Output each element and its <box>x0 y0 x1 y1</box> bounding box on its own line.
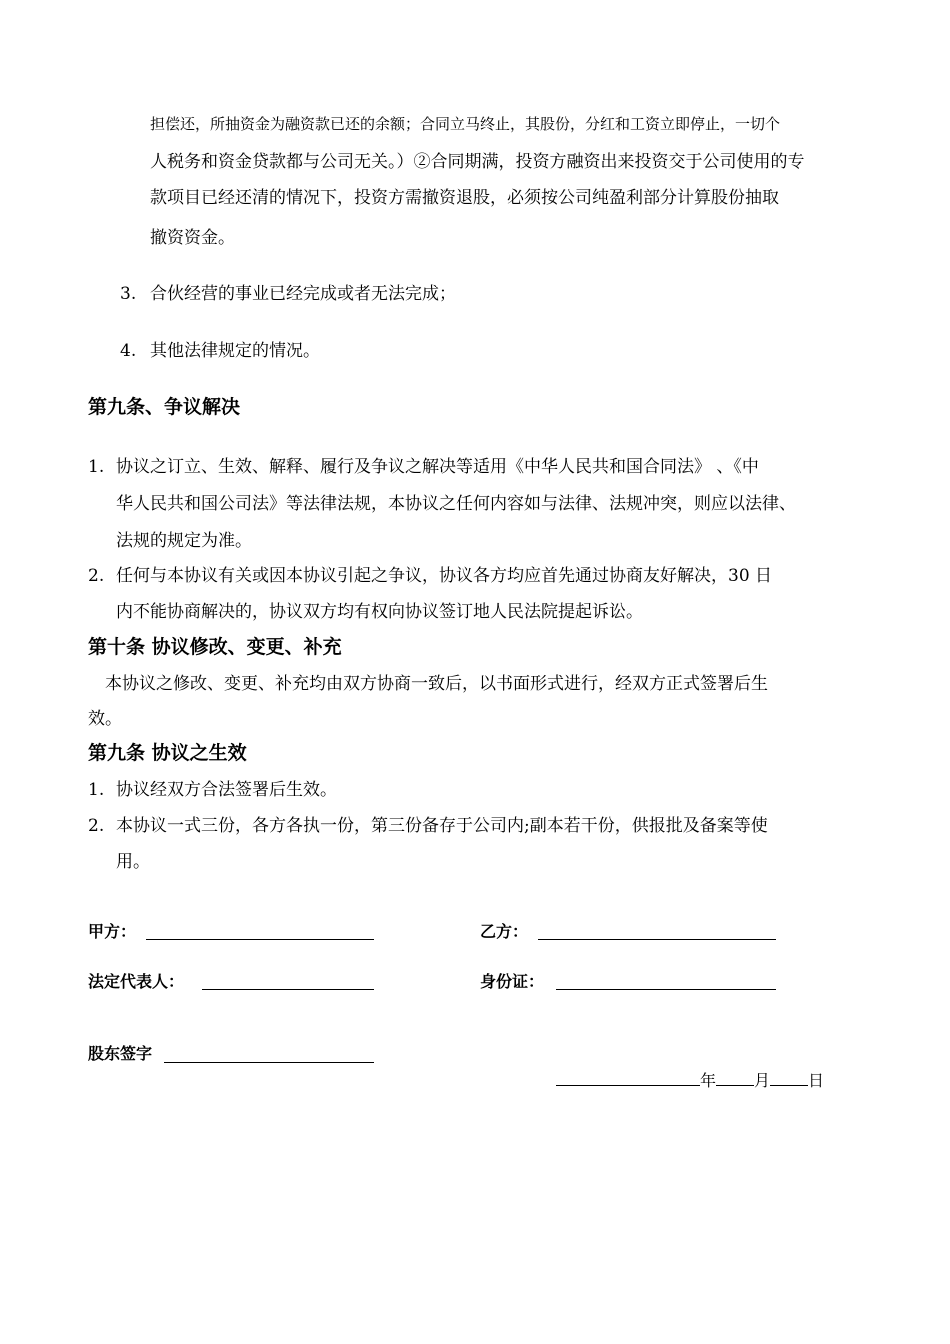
article-effect-item-1-number: 1. <box>88 780 105 800</box>
article-9-item-1-line-1: 协议之订立、生效、解释、履行及争议之解决等适用《中华人民共和国合同法》 、《中 <box>116 457 759 477</box>
heading-article-effect: 第九条 协议之生效 <box>88 742 247 764</box>
date-day-blank[interactable] <box>770 1069 808 1086</box>
party-b-signature-line[interactable] <box>538 939 776 940</box>
article-10-line-1: 本协议之修改、变更、补充均由双方协商一致后，以书面形式进行，经双方正式签署后生 <box>105 674 768 694</box>
legal-representative-label: 法定代表人： <box>88 972 185 991</box>
continuation-line-3: 款项目已经还清的情况下，投资方需撤资退股，必须按公司纯盈利部分计算股份抽取 <box>150 188 779 208</box>
shareholder-signature-label: 股东签字 <box>88 1044 153 1063</box>
list-item-3-text: 合伙经营的事业已经完成或者无法完成； <box>150 284 456 304</box>
party-a-signature-line[interactable] <box>146 939 374 940</box>
date-line <box>556 1069 824 1092</box>
article-9-item-1-line-3: 法规的规定为准。 <box>116 531 252 551</box>
legal-representative-signature-line[interactable] <box>202 989 374 990</box>
article-effect-item-2-line-2: 用。 <box>116 852 150 872</box>
date-month-blank[interactable] <box>716 1069 754 1086</box>
date-year-blank[interactable] <box>556 1069 700 1086</box>
article-effect-item-2-number: 2. <box>88 816 105 836</box>
party-a-label: 甲方： <box>88 922 137 941</box>
article-10-line-2: 效。 <box>88 709 122 729</box>
article-9-item-1-line-2: 华人民共和国公司法》等法律法规，本协议之任何内容如与法律、法规冲突，则应以法律、 <box>116 494 796 514</box>
date-year-label: 年 <box>700 1071 717 1090</box>
article-9-item-2-number: 2. <box>88 566 105 586</box>
continuation-line-4: 撤资资金。 <box>150 228 235 248</box>
article-9-item-1-number: 1. <box>88 457 105 477</box>
list-item-3-number: 3. <box>120 284 137 304</box>
shareholder-signature-line[interactable] <box>164 1062 374 1063</box>
date-day-label: 日 <box>808 1071 825 1090</box>
article-effect-item-2-line-1: 本协议一式三份，各方各执一份，第三份备存于公司内;副本若干份，供报批及备案等使 <box>116 816 768 836</box>
heading-article-9: 第九条、争议解决 <box>88 396 241 418</box>
article-9-item-2-line-2: 内不能协商解决的，协议双方均有权向协议签订地人民法院提起诉讼。 <box>116 602 643 622</box>
id-card-label: 身份证： <box>480 972 545 991</box>
heading-article-10: 第十条 协议修改、变更、补充 <box>88 636 342 658</box>
party-b-label: 乙方： <box>480 922 529 941</box>
continuation-line-2: 人税务和资金贷款都与公司无关。）②合同期满，投资方融资出来投资交于公司使用的专 <box>150 152 805 172</box>
date-month-label: 月 <box>754 1071 771 1090</box>
list-item-4-number: 4. <box>120 341 137 361</box>
article-effect-item-1-text: 协议经双方合法签署后生效。 <box>116 780 337 800</box>
id-card-field-line[interactable] <box>556 989 776 990</box>
list-item-4-text: 其他法律规定的情况。 <box>150 341 320 361</box>
article-9-item-2-line-1: 任何与本协议有关或因本协议引起之争议，协议各方均应首先通过协商友好解决，30 日 <box>116 566 773 586</box>
continuation-line-1: 担偿还，所抽资金为融资款已还的余额；合同立马终止，其股份，分红和工资立即停止，一切个 <box>150 115 781 133</box>
